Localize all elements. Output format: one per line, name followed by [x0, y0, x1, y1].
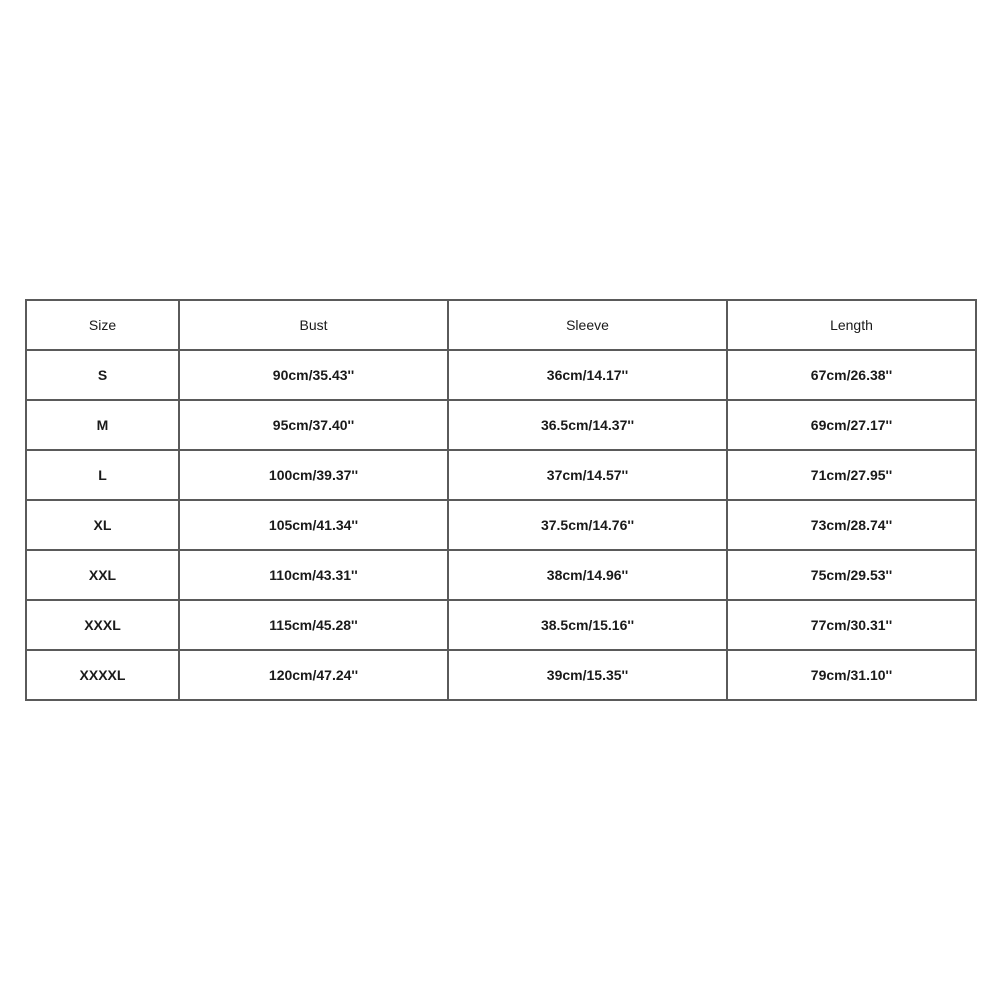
table-row: [26, 450, 976, 500]
cell-bust: 90cm/35.43'': [179, 350, 448, 400]
cell-length: 75cm/29.53'': [727, 550, 976, 600]
header-sleeve: Sleeve: [448, 300, 727, 350]
cell-bust: 110cm/43.31'': [179, 550, 448, 600]
cell-size: M: [26, 400, 179, 450]
cell-length: 71cm/27.95'': [727, 450, 976, 500]
cell-size: XXL: [26, 550, 179, 600]
cell-sleeve: 38.5cm/15.16'': [448, 600, 727, 650]
header-size: Size: [26, 300, 179, 350]
size-chart-table: [25, 299, 977, 701]
table-row: [26, 600, 976, 650]
cell-length: 67cm/26.38'': [727, 350, 976, 400]
table-row: [26, 500, 976, 550]
cell-size: S: [26, 350, 179, 400]
table-row: [26, 400, 976, 450]
cell-sleeve: 37.5cm/14.76'': [448, 500, 727, 550]
cell-size: XXXXL: [26, 650, 179, 700]
cell-bust: 120cm/47.24'': [179, 650, 448, 700]
cell-sleeve: 36.5cm/14.37'': [448, 400, 727, 450]
cell-length: 69cm/27.17'': [727, 400, 976, 450]
table-row: [26, 550, 976, 600]
table-row: [26, 650, 976, 700]
cell-size: L: [26, 450, 179, 500]
cell-bust: 105cm/41.34'': [179, 500, 448, 550]
cell-length: 79cm/31.10'': [727, 650, 976, 700]
cell-bust: 100cm/39.37'': [179, 450, 448, 500]
header-bust: Bust: [179, 300, 448, 350]
cell-sleeve: 38cm/14.96'': [448, 550, 727, 600]
cell-sleeve: 39cm/15.35'': [448, 650, 727, 700]
cell-length: 73cm/28.74'': [727, 500, 976, 550]
table-row: [26, 350, 976, 400]
cell-bust: 115cm/45.28'': [179, 600, 448, 650]
cell-sleeve: 37cm/14.57'': [448, 450, 727, 500]
header-length: Length: [727, 300, 976, 350]
cell-sleeve: 36cm/14.17'': [448, 350, 727, 400]
cell-size: XL: [26, 500, 179, 550]
cell-size: XXXL: [26, 600, 179, 650]
cell-bust: 95cm/37.40'': [179, 400, 448, 450]
cell-length: 77cm/30.31'': [727, 600, 976, 650]
table-header-row: [26, 300, 976, 350]
